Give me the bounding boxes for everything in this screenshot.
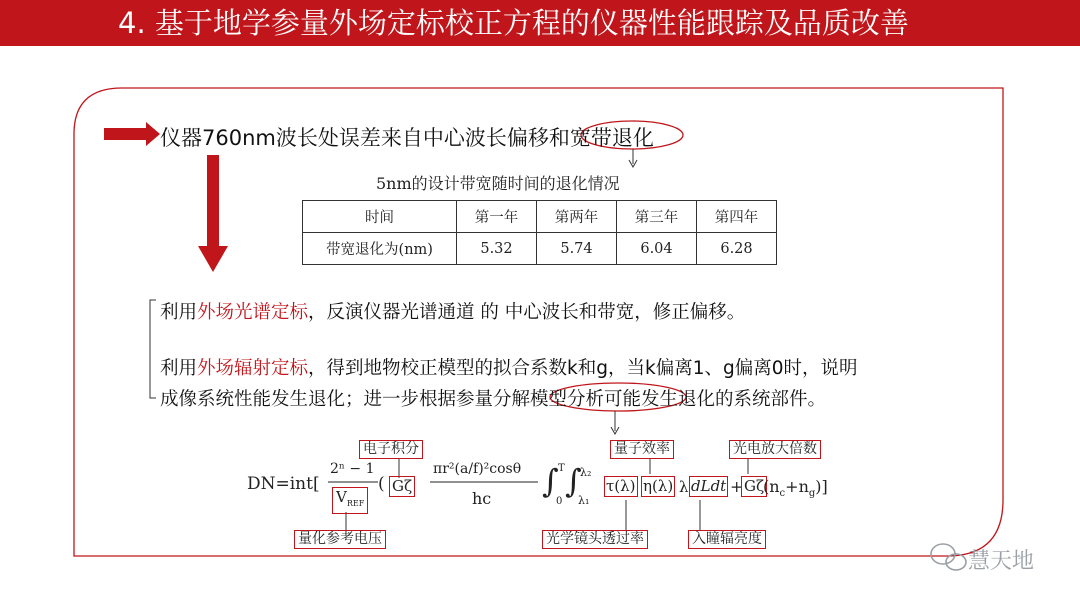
formula-gain-2: Gζ (741, 476, 767, 497)
formula-plus: + (730, 477, 744, 496)
label-quantization-ref-voltage: 量化参考电压 (294, 530, 386, 549)
table-cell: 6.04 (617, 233, 697, 265)
table-header-cell: 时间 (303, 201, 457, 233)
page-title: 4. 基于地学参量外场定标校正方程的仪器性能跟踪及品质改善 (118, 6, 909, 40)
table-header-cell: 第两年 (537, 201, 617, 233)
table-header-cell: 第一年 (457, 201, 537, 233)
down-arrow-icon (198, 155, 228, 272)
formula-integral-t-upper: T (558, 463, 565, 474)
table-cell: 6.28 (697, 233, 777, 265)
bandwidth-table (302, 200, 777, 265)
label-quantum-efficiency: 量子效率 (610, 440, 674, 459)
formula-gain-1: Gζ (389, 476, 415, 497)
formula-integral-t: ∫ (542, 462, 559, 500)
formula-radiance-term: dLdt (691, 477, 727, 495)
formula-nc: $(n_c+n_g)$] (763, 477, 828, 500)
point-radiometric-calibration-line2: 成像系统性能发生退化；进一步根据参量分解模型分析可能发生退化的系统部件。 (160, 389, 827, 410)
right-arrow-icon (104, 122, 160, 146)
label-electron-integral: 电子积分 (359, 440, 423, 459)
table-header-row (303, 201, 777, 233)
formula-denominator-2: hc (472, 489, 492, 508)
formula-integral-lambda: ∫ (565, 462, 582, 500)
point-radiometric-calibration: 利用外场辐射定标，得到地物校正模型的拟合系数k和g，当k偏离1、g偏离0时，说明 (160, 358, 858, 379)
formula-numerator-2: πr²(a/f)²cosθ (433, 461, 522, 477)
label-pupil-radiance: 入瞳辐亮度 (688, 530, 766, 549)
table-cell: 5.74 (537, 233, 617, 265)
label-optics-transmittance: 光学镜头透过率 (542, 530, 648, 549)
formula-tau: τ(λ) (606, 477, 636, 495)
formula-lhs: DN=int[ (247, 474, 320, 494)
main-statement: 仪器760nm波长处误差来自中心波长偏移和宽带退化 (160, 126, 654, 150)
pointer-arrowhead-icon (629, 160, 637, 167)
table-header-cell: 第三年 (617, 201, 697, 233)
formula-eta: η(λ) (643, 477, 674, 495)
header-bar (0, 0, 1080, 46)
bracket (150, 300, 156, 398)
table-row (303, 233, 777, 265)
table-header-cell: 第四年 (697, 201, 777, 233)
wechat-icon (931, 544, 966, 570)
table-caption: 5nm的设计带宽随时间的退化情况 (376, 174, 620, 193)
formula-lambda: λ (679, 478, 689, 496)
point-spectral-calibration: 利用外场光谱定标，反演仪器光谱通道 的 中心波长和带宽，修正偏移。 (160, 302, 746, 323)
highlight-term: 外场辐射定标 (197, 358, 309, 379)
label-photoelectric-gain: 光电放大倍数 (729, 440, 821, 459)
watermark: 慧天地 (968, 549, 1035, 574)
formula-integral-lambda-lower: λ₁ (578, 494, 590, 507)
formula-numerator-1: 2ⁿ − 1 (330, 461, 375, 477)
pointer-arrowhead-icon (611, 427, 619, 434)
table-cell: 5.32 (457, 233, 537, 265)
highlight-term: 外场光谱定标 (197, 302, 309, 323)
formula-open-paren: ( (378, 474, 385, 494)
formula-denominator-1: $V_{REF}$ (332, 487, 368, 514)
formula-integral-t-lower: 0 (556, 496, 563, 507)
table-row-label: 带宽退化为(nm) (303, 233, 457, 265)
formula-integral-lambda-upper: λ₂ (580, 466, 592, 479)
